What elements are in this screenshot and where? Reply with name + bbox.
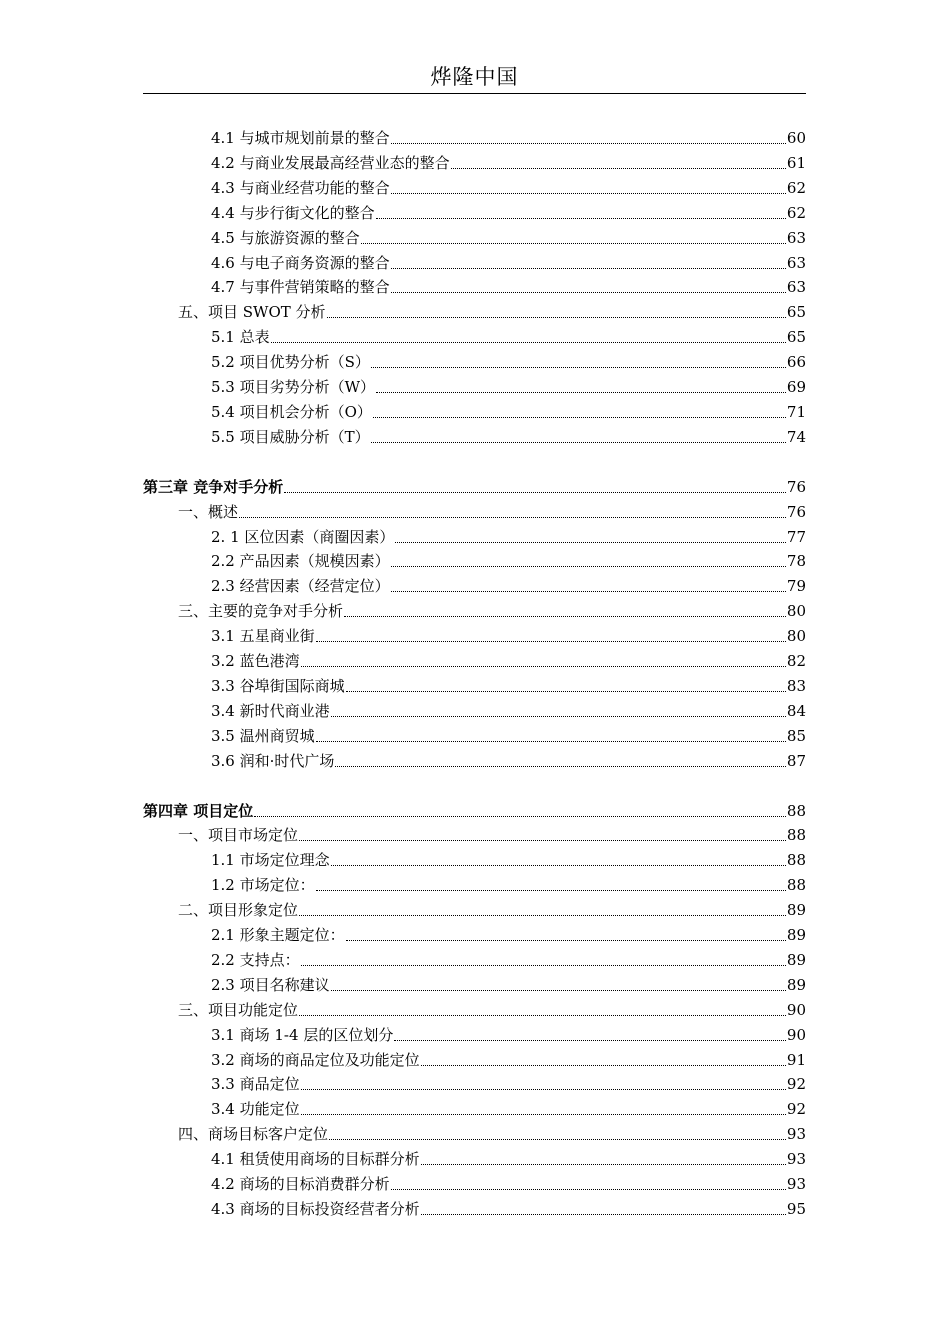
- toc-leader-dots: [451, 167, 786, 169]
- toc-subsection-entry[interactable]: [143, 1170, 806, 1194]
- toc-subsection-entry[interactable]: [143, 249, 806, 273]
- toc-leader-dots: [421, 1163, 786, 1165]
- toc-subsection-entry[interactable]: [143, 1195, 806, 1219]
- toc-section-entry[interactable]: [143, 498, 806, 522]
- toc-page-number: 76: [786, 502, 806, 521]
- toc-page-number: 77: [786, 527, 806, 546]
- toc-leader-dots: [371, 441, 786, 443]
- toc-subsection-entry[interactable]: [143, 846, 806, 870]
- toc-entry-label: 三、主要的竞争对手分析: [178, 602, 344, 621]
- toc-page-number: 89: [786, 975, 806, 994]
- toc-leader-dots: [395, 541, 786, 543]
- toc-subsection-entry[interactable]: [143, 946, 806, 970]
- toc-entry-label: 4.3 商场的目标投资经营者分析: [211, 1199, 420, 1218]
- toc-entry-label: 一、概述: [178, 502, 239, 521]
- toc-page-number: 62: [786, 203, 806, 222]
- toc-leader-dots: [394, 1039, 786, 1041]
- toc-page-number: 74: [786, 427, 806, 446]
- toc-entry-label: 3.6 润和·时代广场: [211, 751, 335, 770]
- toc-subsection-entry[interactable]: [143, 199, 806, 223]
- toc-leader-dots: [391, 1188, 786, 1190]
- toc-entry-label: 3.4 新时代商业港: [211, 701, 330, 720]
- toc-leader-dots: [335, 765, 786, 767]
- toc-entry-label: 3.2 商场的商品定位及功能定位: [211, 1050, 420, 1069]
- toc-leader-dots: [316, 740, 786, 742]
- toc-subsection-entry[interactable]: [143, 722, 806, 746]
- toc-entry-label: 5.2 项目优势分析（S）: [211, 353, 370, 372]
- toc-subsection-entry[interactable]: [143, 971, 806, 995]
- toc-entry-label: 4.1 与城市规划前景的整合: [211, 129, 390, 147]
- toc-subsection-entry[interactable]: [143, 224, 806, 248]
- toc-leader-dots: [331, 715, 786, 717]
- toc-subsection-entry[interactable]: [143, 547, 806, 571]
- toc-page-number: 63: [786, 253, 806, 272]
- toc-leader-dots: [299, 1014, 786, 1016]
- toc-entry-label: 3.3 谷埠街国际商城: [211, 676, 345, 695]
- toc-page-number: 93: [786, 1150, 806, 1169]
- toc-leader-dots: [391, 267, 786, 269]
- toc-section-entry[interactable]: [143, 1120, 806, 1144]
- toc-entry-label: 1.2 市场定位：: [211, 876, 315, 895]
- toc-page-number: 78: [786, 552, 806, 571]
- toc-chapter-entry[interactable]: [143, 797, 806, 821]
- toc-entry-label: 二、项目形象定位: [178, 901, 299, 920]
- toc-leader-dots: [239, 516, 786, 518]
- toc-subsection-entry[interactable]: [143, 523, 806, 547]
- toc-leader-dots: [271, 341, 786, 343]
- toc-entry-label: 4.4 与步行街文化的整合: [211, 203, 375, 222]
- toc-entry-label: 2. 1 区位因素（商圈因素）: [211, 527, 395, 546]
- toc-entry-label: 4.6 与电子商务资源的整合: [211, 253, 390, 272]
- toc-leader-dots: [254, 815, 786, 817]
- toc-entry-label: 5.5 项目威胁分析（T）: [211, 427, 370, 446]
- toc-leader-dots: [391, 142, 786, 144]
- toc-leader-dots: [327, 316, 786, 318]
- toc-entry-label: 1.1 市场定位理念: [211, 851, 330, 870]
- toc-section-entry[interactable]: [143, 298, 806, 322]
- toc-subsection-entry[interactable]: [143, 323, 806, 347]
- toc-leader-dots: [391, 565, 786, 567]
- toc-entry-label: 5.1 总表: [211, 328, 270, 347]
- toc-entry-label: 2.2 产品因素（规模因素）: [211, 552, 390, 571]
- toc-page-number: 76: [786, 477, 806, 496]
- toc-page-number: 61: [786, 153, 806, 172]
- toc-section-entry[interactable]: [143, 996, 806, 1020]
- toc-leader-dots: [316, 640, 786, 642]
- toc-subsection-entry[interactable]: [143, 1145, 806, 1169]
- toc-page-number: 84: [786, 701, 806, 720]
- toc-subsection-entry[interactable]: [143, 697, 806, 721]
- toc-leader-dots: [376, 217, 786, 219]
- toc-section-entry[interactable]: [143, 896, 806, 920]
- toc-subsection-entry[interactable]: [143, 398, 806, 422]
- toc-entry-label: 4.2 商场的目标消费群分析: [211, 1175, 390, 1193]
- toc-entry-label: 4.3 与商业经营功能的整合: [211, 178, 390, 197]
- toc-subsection-entry[interactable]: [143, 647, 806, 671]
- toc-leader-dots: [346, 690, 786, 692]
- toc-entry-label: 5.3 项目劣势分析（W）: [211, 378, 376, 396]
- toc-entry-label: 2.1 形象主题定位：: [211, 926, 345, 944]
- toc-leader-dots: [391, 192, 786, 194]
- toc-entry-label: 4.1 租赁使用商场的目标群分析: [211, 1150, 420, 1169]
- toc-page-number: 89: [786, 926, 806, 944]
- toc-entry-label: 2.3 经营因素（经营定位）: [211, 577, 390, 596]
- toc-subsection-entry[interactable]: [143, 672, 806, 696]
- toc-entry-label: 一、项目市场定位: [178, 826, 299, 845]
- toc-page-number: 89: [786, 901, 806, 920]
- toc-leader-dots: [284, 491, 786, 493]
- toc-leader-dots: [421, 1213, 786, 1215]
- toc-page-number: 93: [786, 1175, 806, 1193]
- toc-leader-dots: [301, 1113, 786, 1115]
- toc-page-number: 85: [786, 726, 806, 745]
- toc-page-number: 87: [786, 751, 806, 770]
- toc-page-number: 88: [786, 851, 806, 870]
- toc-page-number: 80: [786, 627, 806, 646]
- toc-page-number: 69: [786, 378, 806, 396]
- toc-subsection-entry[interactable]: [143, 273, 806, 297]
- toc-leader-dots: [299, 914, 786, 916]
- toc-subsection-entry[interactable]: [143, 1021, 806, 1045]
- toc-section-entry[interactable]: [143, 821, 806, 845]
- toc-entry-label: 3.5 温州商贸城: [211, 726, 315, 745]
- toc-entry-label: 4.5 与旅游资源的整合: [211, 228, 360, 247]
- toc-chapter-entry[interactable]: [143, 473, 806, 497]
- toc-entry-label: 四、商场目标客户定位: [178, 1125, 329, 1144]
- toc-page-number: 79: [786, 577, 806, 596]
- toc-leader-dots: [376, 391, 786, 393]
- toc-entry-label: 五、项目 SWOT 分析: [178, 303, 326, 322]
- toc-subsection-entry[interactable]: [143, 1046, 806, 1070]
- toc-page-number: 65: [786, 328, 806, 347]
- toc-page-number: 88: [786, 801, 806, 820]
- toc-entry-label: 第四章 项目定位: [143, 801, 254, 820]
- toc-page-number: 71: [786, 402, 806, 421]
- toc-page-number: 89: [786, 950, 806, 969]
- toc-leader-dots: [329, 1138, 786, 1140]
- toc-leader-dots: [331, 864, 786, 866]
- toc-page-number: 60: [786, 129, 806, 147]
- toc-entry-label: 2.3 项目名称建议: [211, 975, 330, 994]
- toc-page-number: 63: [786, 228, 806, 247]
- toc-entry-label: 2.2 支持点：: [211, 950, 300, 969]
- toc-entry-label: 5.4 项目机会分析（O）: [211, 402, 372, 421]
- toc-page-number: 65: [786, 303, 806, 322]
- toc-leader-dots: [301, 964, 786, 966]
- toc-page-number: 92: [786, 1100, 806, 1119]
- toc-subsection-entry[interactable]: [143, 1070, 806, 1094]
- toc-entry-label: 4.7 与事件营销策略的整合: [211, 278, 390, 297]
- toc-page-number: 80: [786, 602, 806, 621]
- toc-leader-dots: [344, 615, 786, 617]
- toc-page-number: 90: [786, 1000, 806, 1019]
- toc-subsection-entry[interactable]: [143, 174, 806, 198]
- header-title: 烨隆中国: [430, 65, 519, 89]
- toc-leader-dots: [361, 242, 786, 244]
- page-header: [143, 62, 806, 94]
- toc-entry-label: 3.1 商场 1-4 层的区位划分: [211, 1025, 394, 1044]
- toc-subsection-entry[interactable]: [143, 921, 806, 945]
- toc-entry-label: 3.4 功能定位: [211, 1100, 300, 1119]
- toc-leader-dots: [391, 291, 786, 293]
- toc-page-number: 90: [786, 1025, 806, 1044]
- toc-leader-dots: [299, 839, 786, 841]
- toc-leader-dots: [301, 665, 786, 667]
- toc-page-number: 83: [786, 676, 806, 695]
- toc-leader-dots: [331, 989, 786, 991]
- toc-subsection-entry[interactable]: [143, 572, 806, 596]
- toc-page-number: 88: [786, 876, 806, 895]
- toc-subsection-entry[interactable]: [143, 1095, 806, 1119]
- toc-page-number: 62: [786, 178, 806, 197]
- toc-leader-dots: [373, 416, 786, 418]
- toc-subsection-entry[interactable]: [143, 124, 806, 148]
- toc-subsection-entry[interactable]: [143, 871, 806, 895]
- toc-leader-dots: [316, 889, 786, 891]
- toc-entry-label: 3.3 商品定位: [211, 1075, 300, 1094]
- toc-leader-dots: [391, 590, 786, 592]
- toc-entry-label: 4.2 与商业发展最高经营业态的整合: [211, 153, 450, 172]
- toc-subsection-entry[interactable]: [143, 423, 806, 447]
- toc-subsection-entry[interactable]: [143, 149, 806, 173]
- toc-page-number: 82: [786, 652, 806, 670]
- toc-subsection-entry[interactable]: [143, 747, 806, 771]
- toc-leader-dots: [301, 1088, 786, 1090]
- toc-page-number: 63: [786, 278, 806, 297]
- toc-page-number: 88: [786, 826, 806, 845]
- toc-leader-dots: [346, 939, 786, 941]
- toc-entry-label: 第三章 竞争对手分析: [143, 477, 284, 496]
- toc-section-entry[interactable]: [143, 597, 806, 621]
- toc-entry-label: 3.2 蓝色港湾: [211, 652, 300, 670]
- toc-subsection-entry[interactable]: [143, 622, 806, 646]
- toc-entry-label: 三、项目功能定位: [178, 1000, 299, 1019]
- toc-subsection-entry[interactable]: [143, 348, 806, 372]
- toc-leader-dots: [421, 1064, 786, 1066]
- toc-leader-dots: [371, 366, 786, 368]
- toc-page-number: 92: [786, 1075, 806, 1094]
- toc-page-number: 66: [786, 353, 806, 372]
- toc-page-number: 93: [786, 1125, 806, 1144]
- toc-subsection-entry[interactable]: [143, 373, 806, 397]
- toc-page-number: 91: [786, 1050, 806, 1069]
- toc-entry-label: 3.1 五星商业街: [211, 627, 315, 646]
- toc-page-number: 95: [786, 1199, 806, 1218]
